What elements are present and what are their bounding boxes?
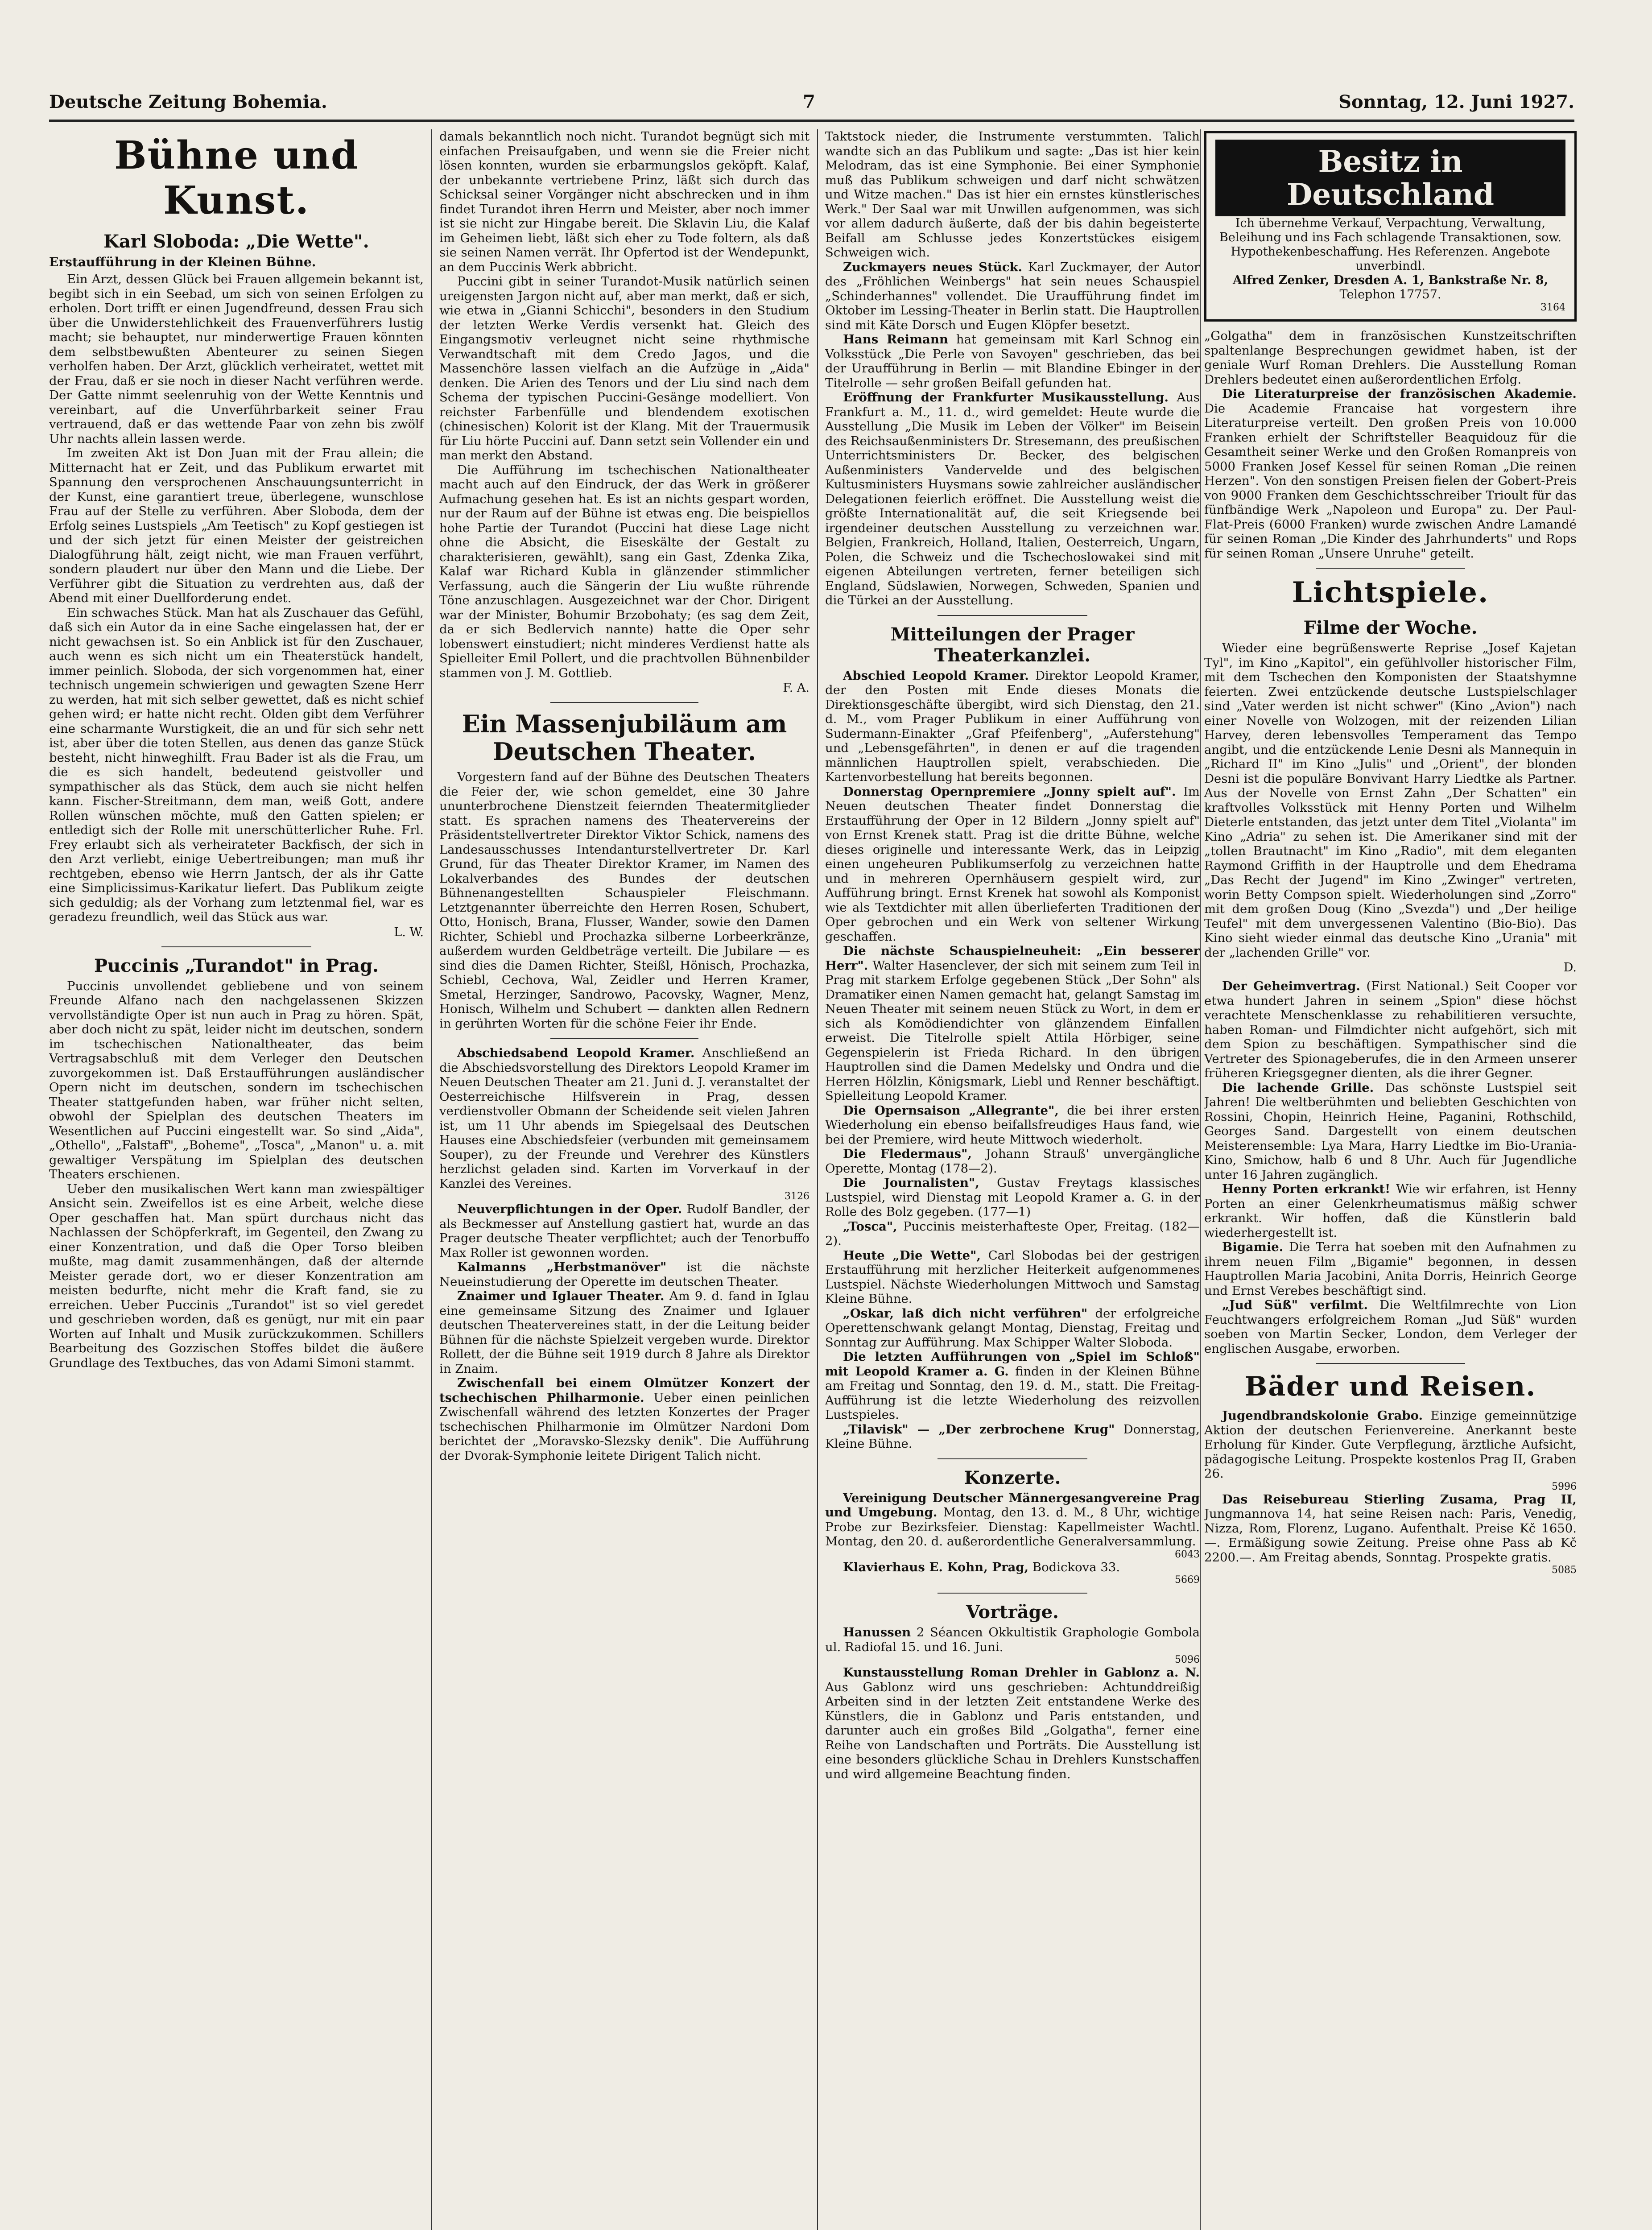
notice-item	[439, 1376, 809, 1463]
notice-head: Die Fledermaus",	[843, 1147, 972, 1161]
notice-head: Neuverpflichtungen in der Oper.	[457, 1202, 682, 1216]
article-paragraph: Ein schwaches Stück. Man hat als Zuschauer das Gefühl, daß sich ein Autor da in eine Sache eingelassen hat, der er nicht gewachsen ist. So ein Anblick ist für den Zuschauer, auch wenn es sich nicht um ein Theaterstück handelt, immer peinlich. Sloboda, der sich vorgenommen hat, einer technisch ungemein schwierigen und gewagten Szene Herr zu werden, hat mit sich selber gewettet, daß es nicht schief gehen wird; er hatte nicht recht. Olden gibt dem Verführer eine scharmante Wurstigkeit, die an und für sich sehr nett ist, aber über die toten Stellen, aus denen das ganze Stück besteht, nicht hinweghilft. Frau Bader ist als die Frau, um die es sich handelt, bedeutend geistvoller und sympathischer als das Stück, dem auch sie nicht helfen kann. Fischer-Streitmann, dem man, weiß Gott, andere Rollen wünschen möchte, muß den Gatten spielen; er entledigt sich der Rolle mit unerschütterlicher Ruhe. Frl. Frey erlaubt sich als verheirateter Backfisch, der sich in den Arzt verliebt, einige Uebertreibungen; man muß ihr rechtgeben, ebenso wie Herrn Jantsch, der als ihr Gatte eine Simplicissimus-Karikatur liefert. Das Publikum zeigte sich geduldig; als der Vorhang zum letztenmal fiel, war es geradezu freundlich, weil das Stück aus war.	[49, 605, 424, 924]
notice-head: Bigamie.	[1222, 1240, 1284, 1254]
notice-item	[439, 1260, 809, 1289]
ad-code: 6043	[1175, 1549, 1200, 1560]
ad-code: 5669	[1175, 1574, 1200, 1586]
section-heading: Vorträge.	[966, 1602, 1059, 1623]
ad-phone: Telephon 17757.	[1339, 288, 1441, 301]
notice-text: 2 Séancen Okkultistik Graphologie Gombola ul. Radiofal 15. und 16. Juni.	[825, 1625, 1200, 1654]
notice-text: hat gemeinsam mit Karl Schnog ein Volksstück „Die Perle von Savoyen" geschrieben, das bei der Uraufführung in Berlin — mit Blandine Ebinger in der Titelrolle — sehr großen Beifall gefunden hat.	[825, 332, 1200, 390]
page-header	[49, 87, 1574, 118]
notice-head: Die Literaturpreise der französischen Akademie.	[1222, 387, 1577, 401]
article-paragraph: Taktstock nieder, die Instrumente verstummten. Talich wandte sich an das Publikum und sagte: „Das ist hier kein Melodram, das ist eine Symphonie. Bei einer Symphonie muß das Publikum schweigen und darf nicht schwätzen und Witze machen." Das ist hier ein ernstes künstlerisches Werk." Der Saal war mit Unwillen aufgenommen, was sich vor allem dadurch äußerte, daß der bis dahin begeisterte Beifall am Schlusse jedes Konzertstückes eisigem Schweigen wich.	[825, 129, 1200, 260]
notice-text: Am 9. d. fand in Iglau eine gemeinsame Sitzung des Znaimer und Iglauer deutschen Theatervereines statt, in der die Leitung beider Bühnen für die nächste Spielzeit vergeben wurde. Direktor Rollett, der die Bühne seit 1919 durch 8 Jahre als Direktor in Znaim.	[439, 1289, 809, 1376]
notice-text: der erfolgreiche Operettenschwank gelangt Montag, Dienstag, Freitag und Sonntag zur Aufführung. Max Schipper Walter Sloboda.	[825, 1306, 1200, 1350]
notice-text: Rudolf Bandler, der als Beckmesser auf Anstellung gastiert hat, wurde an das Prager deutsche Theater verpflichtet; auch der Tenorbuffo Max Roller ist gewonnen worden.	[439, 1202, 809, 1260]
notice-head: Zwischenfall bei einem Olmützer Konzert der tschechischen Philharmonie.	[439, 1376, 809, 1405]
notice-head: Heute „Die Wette",	[843, 1248, 981, 1263]
ad-code: 3126	[785, 1191, 809, 1202]
notice-item	[439, 1289, 809, 1376]
notice-text: Karl Zuckmayer, der Autor des „Fröhlichen Weinbergs" hat sein neues Schauspiel „Schinderhannes" vollendet. Die Uraufführung findet im Oktober im Lessing-Theater in Berlin statt. Die Hauptrollen sind mit Käte Dorsch und Eugen Klöpfer besetzt.	[825, 260, 1200, 332]
notice-head: Das Reisebureau Stierling Zusama, Prag II,	[1222, 1492, 1577, 1507]
notice-text: Die Weltfilmrechte von Lion Feuchtwangers erfolgreichem Roman „Jud Süß" wurden soeben von Martin Secker, London, dem Verleger der englischen Ausgabe, erworben.	[1204, 1298, 1577, 1356]
article-paragraph: Puccinis unvollendet gebliebene und von seinem Freunde Alfano nach den nachgelassenen Skizzen vervollständigte Oper ist nun auch in Prag zu hören. Spät, aber doch nicht zu spät, leider nicht im deutschen, sondern im tschechischen Nationaltheater, das beim Vertragsabschluß mit dem Verleger den Deutschen zuvorgekommen ist. Daß Erstaufführungen ausländischer Opern nicht im deutschen, sondern im tschechischen Theater stattgefunden haben, war früher nicht selten, obwohl der Spielplan des deutschen Theaters im Wesentlichen auf Puccini eingestellt war. So sind „Aida", „Othello", „Falstaff", „Boheme", „Tosca", „Manon" u. a. mit gewaltiger Verspätung im Spielplan des deutschen Theaters erschienen.	[49, 979, 424, 1181]
separator	[550, 702, 698, 703]
notice-text: Aus Gablonz wird uns geschrieben: Achtunddreißig Arbeiten sind in der letzten Zeit entstandene Werke des Künstlers, die in Gablonz und Paris entstanden, und darunter auch ein großes Bild „Golgatha", ferner eine Reihe von Landschaften und Porträts. Die Ausstellung ist eine besonders glückliche Schau in Drehlers Kunstschaffen und wird allgemeine Beachtung finden.	[825, 1680, 1200, 1781]
ad-code: 5085	[1552, 1565, 1577, 1576]
notice-head: Die letzten Aufführungen von „Spiel im Schloß" mit Leopold Kramer a. G.	[825, 1350, 1200, 1379]
ad-text: Ich übernehme Verkauf, Verpachtung, Verwaltung, Beleihung und ins Fach schlagende Transaktionen, sow. Hypothekenbeschaffung. Hes Referenzen. Angebote unverbindl.	[1219, 216, 1561, 273]
separator	[550, 1038, 698, 1039]
ad-code: 5096	[1175, 1654, 1200, 1665]
notice-text: Anschließend an die Abschiedsvorstellung des Direktors Leopold Kramer im Neuen Deutschen Theater am 21. Juni d. J. veranstaltet der Oesterreichische Hilfsverein in Prag, dessen verdienstvoller Obmann der Scheidende seit vielen Jahren ist, um 11 Uhr abends im Spiegelsaal des Deutschen Hauses eine Abschiedsfeier (verbunden mit gemeinsamem Souper), zu der Freunde und Verehrer des Künstlers herzlichst geladen sind. Karten im Vorverkauf in der Kanzlei des Vereines.	[439, 1046, 809, 1191]
header-date: Sonntag, 12. Juni 1927.	[1338, 91, 1574, 112]
notice-text: Montag, den 13. d. M., 8 Uhr, wichtige Probe zur Bezirksfeier. Dienstag: Kapellmeister Wachtl. Montag, den 20. d. außerordentliche Generalversammlung.	[825, 1505, 1200, 1549]
header-rule	[49, 120, 1574, 122]
notice-head: Klavierhaus E. Kohn, Prag,	[843, 1560, 1029, 1574]
column-4	[1204, 129, 1577, 2230]
article-paragraph: damals bekanntlich noch nicht. Turandot begnügt sich mit einfachen Preisaufgaben, und wenn sie die Freier nicht lösen konnten, wurden sie erbarmungslos geköpft. Kalaf, der unbekannte vertriebene Prinz, läßt sich durch das Schicksal seiner Vorgänger nicht abschrecken und in ihm findet Turandot ihren Herrn und Meister, aber noch immer ist sie nicht zur Hingabe bereit. Die Sklavin Liu, die Kalaf im Geheimen liebt, läßt sich eher zu Tode foltern, als daß sie seinen Namen verrät. Ihr Opfertod ist der Wendepunkt, an dem Puccinis Werk abbricht.	[439, 129, 809, 274]
article-paragraph: Die Aufführung im tschechischen Nationaltheater macht auch auf den Eindruck, der das Werk in größerer Aufmachung gesehen hat. Es ist an nichts gespart worden, nur der Raum auf der Bühne ist etwas eng. Die beispiellos hohe Partie der Turandot (Puccini hat diese Lage nicht ohne die Absicht, die Eiseskälte der Gestalt zu charakterisieren, gewählt), sang ein Gast, Zdenka Zika, Kalaf war Richard Kubla in glänzender stimmlicher Verfassung, auch die Sängerin der Liu wußte rührende Töne anzuschlagen. Ausgezeichnet war der Chor. Dirigent war der Minister, Bohumir Brzobohaty; (es sag dem Zeit, da er sich Bedlervich nannte) hatte die Oper sehr lobenswert einstudiert; nicht minderes Verdienst hatte als Spielleiter Emil Pollert, und die prachtvollen Bühnenbilder stammen von J. M. Gottlieb.	[439, 463, 809, 680]
column-divider	[431, 129, 432, 2230]
advertisement	[1204, 131, 1577, 322]
notice-text: Puccinis meisterhafteste Oper, Freitag. (182—2).	[825, 1219, 1200, 1248]
notice-head: Znaimer und Iglauer Theater.	[457, 1289, 665, 1303]
column-divider	[817, 129, 818, 2230]
separator	[938, 615, 1087, 616]
notice-head: Hanussen	[843, 1625, 911, 1639]
notice-head: „Oskar, laß dich nicht verführen"	[843, 1306, 1088, 1321]
notice-head: Henny Porten erkrankt!	[1222, 1182, 1391, 1196]
article-paragraph: Puccini gibt in seiner Turandot-Musik natürlich seinen ureigensten Jargon nicht auf, aber man merkt, daß er sich, wie etwa in „Gianni Schicchi", besonders in den Studium der letzten Werke Verdis versenkt hat. Gleich des Eingangsmotiv verleugnet nicht seine rhythmische Verwandtschaft mit dem Credo Jagos, und die Massenchöre lassen vielfach an die Aufzüge in „Aida" denken. Die Arien des Tenors und der Liu sind nach dem Schema der typischen Puccini-Gesänge modelliert. Von reichster Farbenfülle und blendendem exotischen (chinesischen) Kolorit ist der Klang. Mit der Trauermusik für Liu hörte Puccini auf. Dann setzt sein Vollender ein und man merkt den Abstand.	[439, 274, 809, 463]
article-signature: L. W.	[394, 925, 424, 939]
notice-text: Ueber einen peinlichen Zwischenfall während des letzten Konzertes der Prager tschechischen Philharmonie im Olmützer Nardoni Dom berichtet der „Moravsko-Slezsky denik". Die Aufführung der Dvorak-Symphonie leitete Dirigent Talich nicht.	[439, 1390, 809, 1463]
ad-title: Besitz in Deutschland	[1215, 140, 1565, 216]
notice-head: „Jud Süß" verfilmt.	[1222, 1298, 1368, 1312]
notice-head: Donnerstag Opernpremiere „Jonny spielt auf".	[843, 784, 1176, 799]
notice-head: Vereinigung Deutscher Männergesangvereine Prag und Umgebung.	[825, 1491, 1200, 1520]
notice-text: ist die nächste Neueinstudierung der Operette im deutschen Theater.	[439, 1260, 809, 1289]
separator	[1316, 568, 1465, 569]
article-paragraph: Vorgestern fand auf der Bühne des Deutschen Theaters die Feier der, wie schon gemeldet, eine 30 Jahre ununterbrochene Dienstzeit feiernden Theatermitglieder statt. Es sprachen namens des Theatervereins der Präsidentstellvertreter Direktor Viktor Schick, namens des Landesausschusses Intendanturstellvertreter Dr. Karl Grund, für das Theater Direktor Kramer, im Namen des Lokalverbandes des Bundes der deutschen Bühnenangestellten Schauspieler Fleischmann. Letztgenannter überreichte den Herren Rosen, Schubert, Otto, Honisch, Brana, Flusser, Wander, sowie den Damen Richter, Schiebl und Prochazka silberne Lorbeerkränze, außerdem wurden Geldbeträge verteilt. Die Jubilare — es sind dies die Damen Richter, Steißl, Hönisch, Prochazka, Schiebl, Cechova, Wal, Zeidler und Herren Kramer, Smetal, Herzinger, Sandrowo, Pacovsky, Wagner, Menz, Honisch, Wilhelm und Schubert — dankten allen Rednern in gerührten Worten für die schöne Feier ihr Ende.	[439, 770, 809, 1031]
notice-text: Im Neuen deutschen Theater findet Donnerstag die Erstaufführung der Oper in 12 Bildern „Jonny spielt auf" von Ernst Krenek statt. Prag ist die dritte Bühne, welche dieses originelle und interessante Werk, das in Leipzig einen ungeheuren Publikumserfolg zu verzeichnen hatte und in mehreren Opernhäusern gespielt wird, zur Aufführung bringt. Ernst Krenek hat sowohl als Komponist wie als Textdichter mit allen überlieferten Traditionen der Oper gebrochen und ein Werk von seltener Wirkung geschaffen.	[825, 784, 1200, 944]
notice-item	[439, 1202, 809, 1260]
notice-text: finden in der Kleinen Bühne am Freitag und Sonntag, den 19. d. M., statt. Die Freitag-Aufführung ist die letzte Wiederholung des reizvollen Lustspieles.	[825, 1364, 1200, 1422]
notice-text: Direktor Leopold Kramer, der den Posten mit Ende dieses Monats die Direktionsgeschäfte übergibt, wird sich Dienstag, den 21. d. M., vom Prager Publikum in einer Aufführung von Sudermann-Einakter „Graf Pfeifenberg", „Auferstehung" und „Lebensgefährten", in denen er auf die tragenden männlichen Hauptrollen spielt, verabschieden. Die Kartenvorbestellung hat bereits begonnen.	[825, 668, 1200, 784]
article-paragraph: Ueber den musikalischen Wert kann man zwiespältiger Ansicht sein. Zweifellos ist es eine Arbeit, welche diese Oper geschaffen hat. Man spürt durchaus nicht das Nachlassen der Schöpferkraft, im Gegenteil, den Zwang zu einer Konzentration, und daß die Oper Torso bleiben mußte, mag damit zusammenhängen, daß der alternde Meister gerade dort, wo er dieser Konzentration am meisten bedurfte, nicht mehr die Kraft fand, sie zu erreichen. Ueber Puccinis „Turandot" ist so viel geredet und geschrieben worden, daß es genügt, nur mit ein paar Worten auf Inhalt und Musik zurückzukommen. Schillers Bearbeitung des Gozzischen Stoffes bildet die äußere Grundlage des Textbuches, das von Adami Simoni stammt.	[49, 1181, 424, 1370]
notice-head: Die nächste Schauspielneuheit: „Ein besserer Herr".	[825, 944, 1200, 973]
notice-text: Gustav Freytags klassisches Lustspiel, wird Dienstag mit Leopold Kramer a. G. in der Rolle des Bolz gegeben. (177—1)	[825, 1176, 1200, 1219]
separator	[161, 946, 311, 947]
section-title: Bäder und Reisen.	[1244, 1371, 1536, 1402]
header-newspaper-name: Deutsche Zeitung Bohemia.	[49, 91, 327, 112]
article-paragraph: „Golgatha" dem in französischen Kunstzeitschriften spaltenlange Besprechungen gewidmet haben, ist der geniale Wurf Roman Drehlers. Die Ausstellung Roman Drehlers bedeutet einen außerordentlichen Erfolg.	[1204, 329, 1577, 387]
article-title: Puccinis „Turandot" in Prag.	[94, 955, 379, 976]
ad-code: 3164	[1540, 302, 1565, 313]
article-subtitle: Erstaufführung in der Kleinen Bühne.	[49, 255, 316, 269]
article-title: Ein Massenjubiläum am Deutschen Theater.	[462, 710, 787, 766]
notice-text: Die Terra hat soeben mit den Aufnahmen zu ihrem neuen Film „Bigamie" begonnen, in dessen Hauptrollen Maria Jacobini, Anita Dorris, Heinrich George und Ernst Verebes beschäftigt sind.	[1204, 1240, 1577, 1298]
notice-text: Die Academie Francaise hat vorgestern ihre Literaturpreise verteilt. Den großen Preis von 10.000 Franken erhielt der Schriftsteller Beaquidouz für die Gesamtheit seiner Werke und den Großen Romanpreis von 5000 Franken Josef Kessel für seinen Roman „Die reinen Herzen". Von den sonstigen Preisen fielen der Gobert-Preis von 9000 Franken dem Geschichtsschreiber Trioult für das fünfbändige Werk „Napoleon und Europa" zu. Der Paul-Flat-Preis (6000 Franken) wurde zwischen Andre Lamandé für seinen Roman „Die Kinder des Jahrhunderts" und Rops für seinen Roman „Unsere Unruhe" geteilt.	[1204, 401, 1577, 561]
notice-head: „Tosca",	[843, 1219, 897, 1234]
column-3	[825, 129, 1200, 2230]
section-heading: Mitteilungen der Prager Theaterkanzlei.	[890, 624, 1135, 666]
notice-head: Der Geheimvertrag.	[1222, 979, 1360, 993]
separator	[1316, 1363, 1465, 1364]
notice-head: Abschied Leopold Kramer.	[843, 668, 1029, 683]
ad-name: Alfred Zenker, Dresden A. 1, Bankstraße Nr. 8,	[1233, 273, 1548, 287]
notice-item	[439, 1046, 809, 1202]
notice-head: Die lachende Grille.	[1222, 1080, 1374, 1095]
notice-text: Walter Hasenclever, der sich mit seinem zum Teil in Prag mit starkem Erfolge gegebenen Stück „Der Sohn" als Dramatiker einen Namen gemacht hat, gelangt Samstag im Neuen Theater mit seinem neuen Stück zu Wort, in dem er sich als Komödiendichter von glänzendem Einfallen erweist. Die Titelrolle spielt Attila Hörbiger, seine Gegenspielerin ist Frieda Richard. In den übrigen Hauptrollen sind die Damen Medelsky und Ondra und die Herren Hölzlin, Königsmark, Liebl und Renner beschäftigt. Spielleitung Leopold Kramer.	[825, 958, 1200, 1103]
notice-head: Jugendbrandskolonie Grabo.	[1222, 1408, 1423, 1423]
notice-head: Die Opernsaison „Allegrante",	[843, 1103, 1059, 1118]
notice-text: Donnerstag, Kleine Bühne.	[825, 1422, 1200, 1451]
notice-text: Bodickova 33.	[1032, 1560, 1120, 1574]
article-title: Karl Sloboda: „Die Wette".	[103, 231, 369, 252]
article-paragraph: Ein Arzt, dessen Glück bei Frauen allgemein bekannt ist, begibt sich in ein Seebad, um sich von seinen Erfolgen zu erholen. Dort trifft er einen Jugendfreund, dessen Frau sich über die Unwiderstehlichkeit des Frauenverführers lustig macht; sie behauptet, nur minderwertige Frauen könnten dem selbstbewußten Abenteurer zu seinen Siegen verholfen haben. Der Arzt, glücklich verheiratet, wettet mit der Frau, daß er sie noch in dieser Nacht verführen werde. Der Gatte nimmt seelenruhig von der Wette Kenntnis und vereinbart, auf die Unverführbarkeit seiner Frau vertrauend, daß er das wettende Paar von zehn bis zwölf Uhr nachts allein lassen werde.	[49, 272, 424, 446]
notice-text: Das schönste Lustspiel seit Jahren! Die weltberühmten und beliebten Geschichten von Rossini, Chopin, Heinrich Heine, Paganini, Rothschild, Georges Sand. Dargestellt von einem deutschen Meisterensemble: Lya Mara, Harry Liedtke im Bio-Urania-Kino, Smichow, halb 6 und 8 Uhr. Auch für Jugendliche unter 16 Jahren zugänglich.	[1204, 1080, 1577, 1182]
notice-head: Hans Reimann	[843, 332, 948, 347]
column-divider	[1200, 129, 1201, 2230]
notice-head: Die Journalisten",	[843, 1176, 979, 1190]
header-page-number: 7	[803, 91, 815, 112]
section-title: Bühne und Kunst.	[114, 133, 359, 223]
article-paragraph: Im zweiten Akt ist Don Juan mit der Frau allein; die Mitternacht hat er Zeit, und das Publikum erwartet mit Spannung den versprochenen Anschauungsunterricht in der Kunst, eine garantiert treue, überlegene, wunschlose Frau auf der Stelle zu verführen. Aber Sloboda, dem der Erfolg seines Lustspiels „Am Teetisch" zu Kopf gestiegen ist und der sich jetzt für einen Meister der geistreichen Dialogführung hält, zeigt nicht, wie man Frauen verführt, sondern plaudert nur über den Mann und die Liebe. Der Verführer gibt die Situation zu verdrehten aus, daß der Abend mit einer Duellforderung endet.	[49, 446, 424, 605]
notice-head: Zuckmayers neues Stück.	[843, 260, 1023, 274]
notice-text: die bei ihrer ersten Wiederholung ein ebenso beifallsfreudiges Haus fand, wie bei der Premiere, wird heute Mittwoch wiederholt.	[825, 1103, 1200, 1147]
notice-text: Carl Slobodas bei der gestrigen Erstaufführung mit herzlicher Heiterkeit aufgenommenes Lustspiel. Nächste Wiederholungen Mittwoch und Samstag Kleine Bühne.	[825, 1248, 1200, 1306]
notice-text: Johann Strauß' unvergängliche Operette, Montag (178—2).	[825, 1147, 1200, 1176]
section-subtitle: Filme der Woche.	[1303, 617, 1478, 638]
article-signature: F. A.	[783, 681, 809, 695]
notice-text: Jungmannova 14, hat seine Reisen nach: Paris, Venedig, Nizza, Rom, Florenz, Lugano. Aufenthalt. Preise Kč 1650.—. Ermäßigung sowie Zeitung. Preise ohne Pass ab Kč 2200.—. Am Freitag abends, Sonntag. Prospekte gratis.	[1204, 1507, 1577, 1565]
notice-head: Kunstausstellung Roman Drehler in Gablonz a. N.	[843, 1665, 1200, 1680]
separator	[938, 1593, 1087, 1594]
notice-text: Einzige gemeinnützige Aktion der deutschen Ferienvereine. Anerkannt beste Erholung für Kinder. Gute Verpflegung, ärztliche Aufsicht, pädagogische Leitung. Prospekte kostenlos Prag II, Graben 26.	[1204, 1408, 1577, 1481]
notice-text: (First National.) Seit Cooper vor etwa hundert Jahren in seinem „Spion" diese höchst verachtete Menschenklasse zu rehabilitieren versuchte, haben Roman- und Filmdichter nicht aufgehört, sich mit dem Spion zu beschäftigen. Sympathischer sind die Vertreter des Spionageberufes, die in den Armeen unserer früheren Kriegsgegner dienten, als die ihrer Gegner.	[1204, 979, 1577, 1080]
column-1	[49, 129, 424, 2230]
article-signature: D.	[1563, 961, 1577, 975]
ad-code: 5996	[1552, 1481, 1577, 1492]
notice-text: Wie wir erfahren, ist Henny Porten an einer Gelenkrheumatismus mäßig schwer erkrankt. Wir hoffen, daß die Künstlerin bald wiederhergestellt ist.	[1204, 1182, 1577, 1240]
notice-text: Aus Frankfurt a. M., 11. d., wird gemeldet: Heute wurde die Ausstellung „Die Musik im Leben der Völker" im Beisein des Reichsaußenministers Dr. Stresemann, des preußischen Unterrichtsministers Dr. Becker, des belgischen Außenministers Vandervelde und des belgischen Kultusministers Huysmans sowie zahlreicher ausländischer Delegationen feierlich eröffnet. Die Ausstellung weist die größte Internationalität auf, die seit Kriegsende bei irgendeiner deutschen Ausstellung zu verzeichnen war. Belgien, Frankreich, Holland, Italien, Oesterreich, Ungarn, Polen, die Schweiz und die Tschechoslowakei sind mit eigenen Abteilungen vertreten, ferner beteiligen sich England, Südslawien, Norwegen, Schweden, Spanien und die Türkei an der Ausstellung.	[825, 390, 1200, 607]
section-heading: Konzerte.	[964, 1467, 1061, 1488]
notice-head: „Tilavisk" — „Der zerbrochene Krug"	[843, 1422, 1115, 1437]
notice-head: Eröffnung der Frankfurter Musikausstellung.	[843, 390, 1169, 405]
notice-head: Kalmanns „Herbstmanöver"	[457, 1260, 667, 1274]
separator	[938, 1458, 1087, 1459]
column-2	[439, 129, 809, 2230]
article-paragraph: Wieder eine begrüßenswerte Reprise „Josef Kajetan Tyl", im Kino „Kapitol", ein gefühlvoller historischer Film, mit dem Tschechen den Komponisten der Staatshymne feierten. Zwei entzückende deutsche Lustspielschlager sind „Vater werden ist nicht schwer" (Kino „Avion") nach einer Novelle von Wolzogen, mit der reizenden Lilian Harvey, deren lebensvolles Temperament das Tempo angibt, und die entzückende Lenie Desni als Mannequin in „Richard II" im Kino „Julis" und „Orient", der blonden Desni ist die populäre Bonvivant Harry Liedtke als Partner. Aus der Novelle von Ernst Zahn „Der Schatten" ein kraftvolles Volksstück mit Henny Porten und Wilhelm Dieterle entstanden, das jetzt unter dem Titel „Violanta" im Kino „Adria" zu sehen ist. Die Amerikaner sind mit der „tollen Brautnacht" im Kino „Radio", mit dem eleganten Raymond Griffith in der Hauptrolle und dem Ehedrama „Das Recht der Jugend" im Kino „Zwinger" vertreten, worin Betty Compson spielt. Wiederholungen sind „Zorro" mit dem großen Doug (Kino „Svezda") und „Der heilige Teufel" mit dem unvergessenen Valentino (Bio-Bio). Das Kino sieht wieder einmal das deutsche Kino „Urania" mit der „lachenden Grille" vor.	[1204, 641, 1577, 960]
section-title: Lichtspiele.	[1292, 576, 1489, 609]
notice-head: Abschiedsabend Leopold Kramer.	[457, 1046, 695, 1060]
